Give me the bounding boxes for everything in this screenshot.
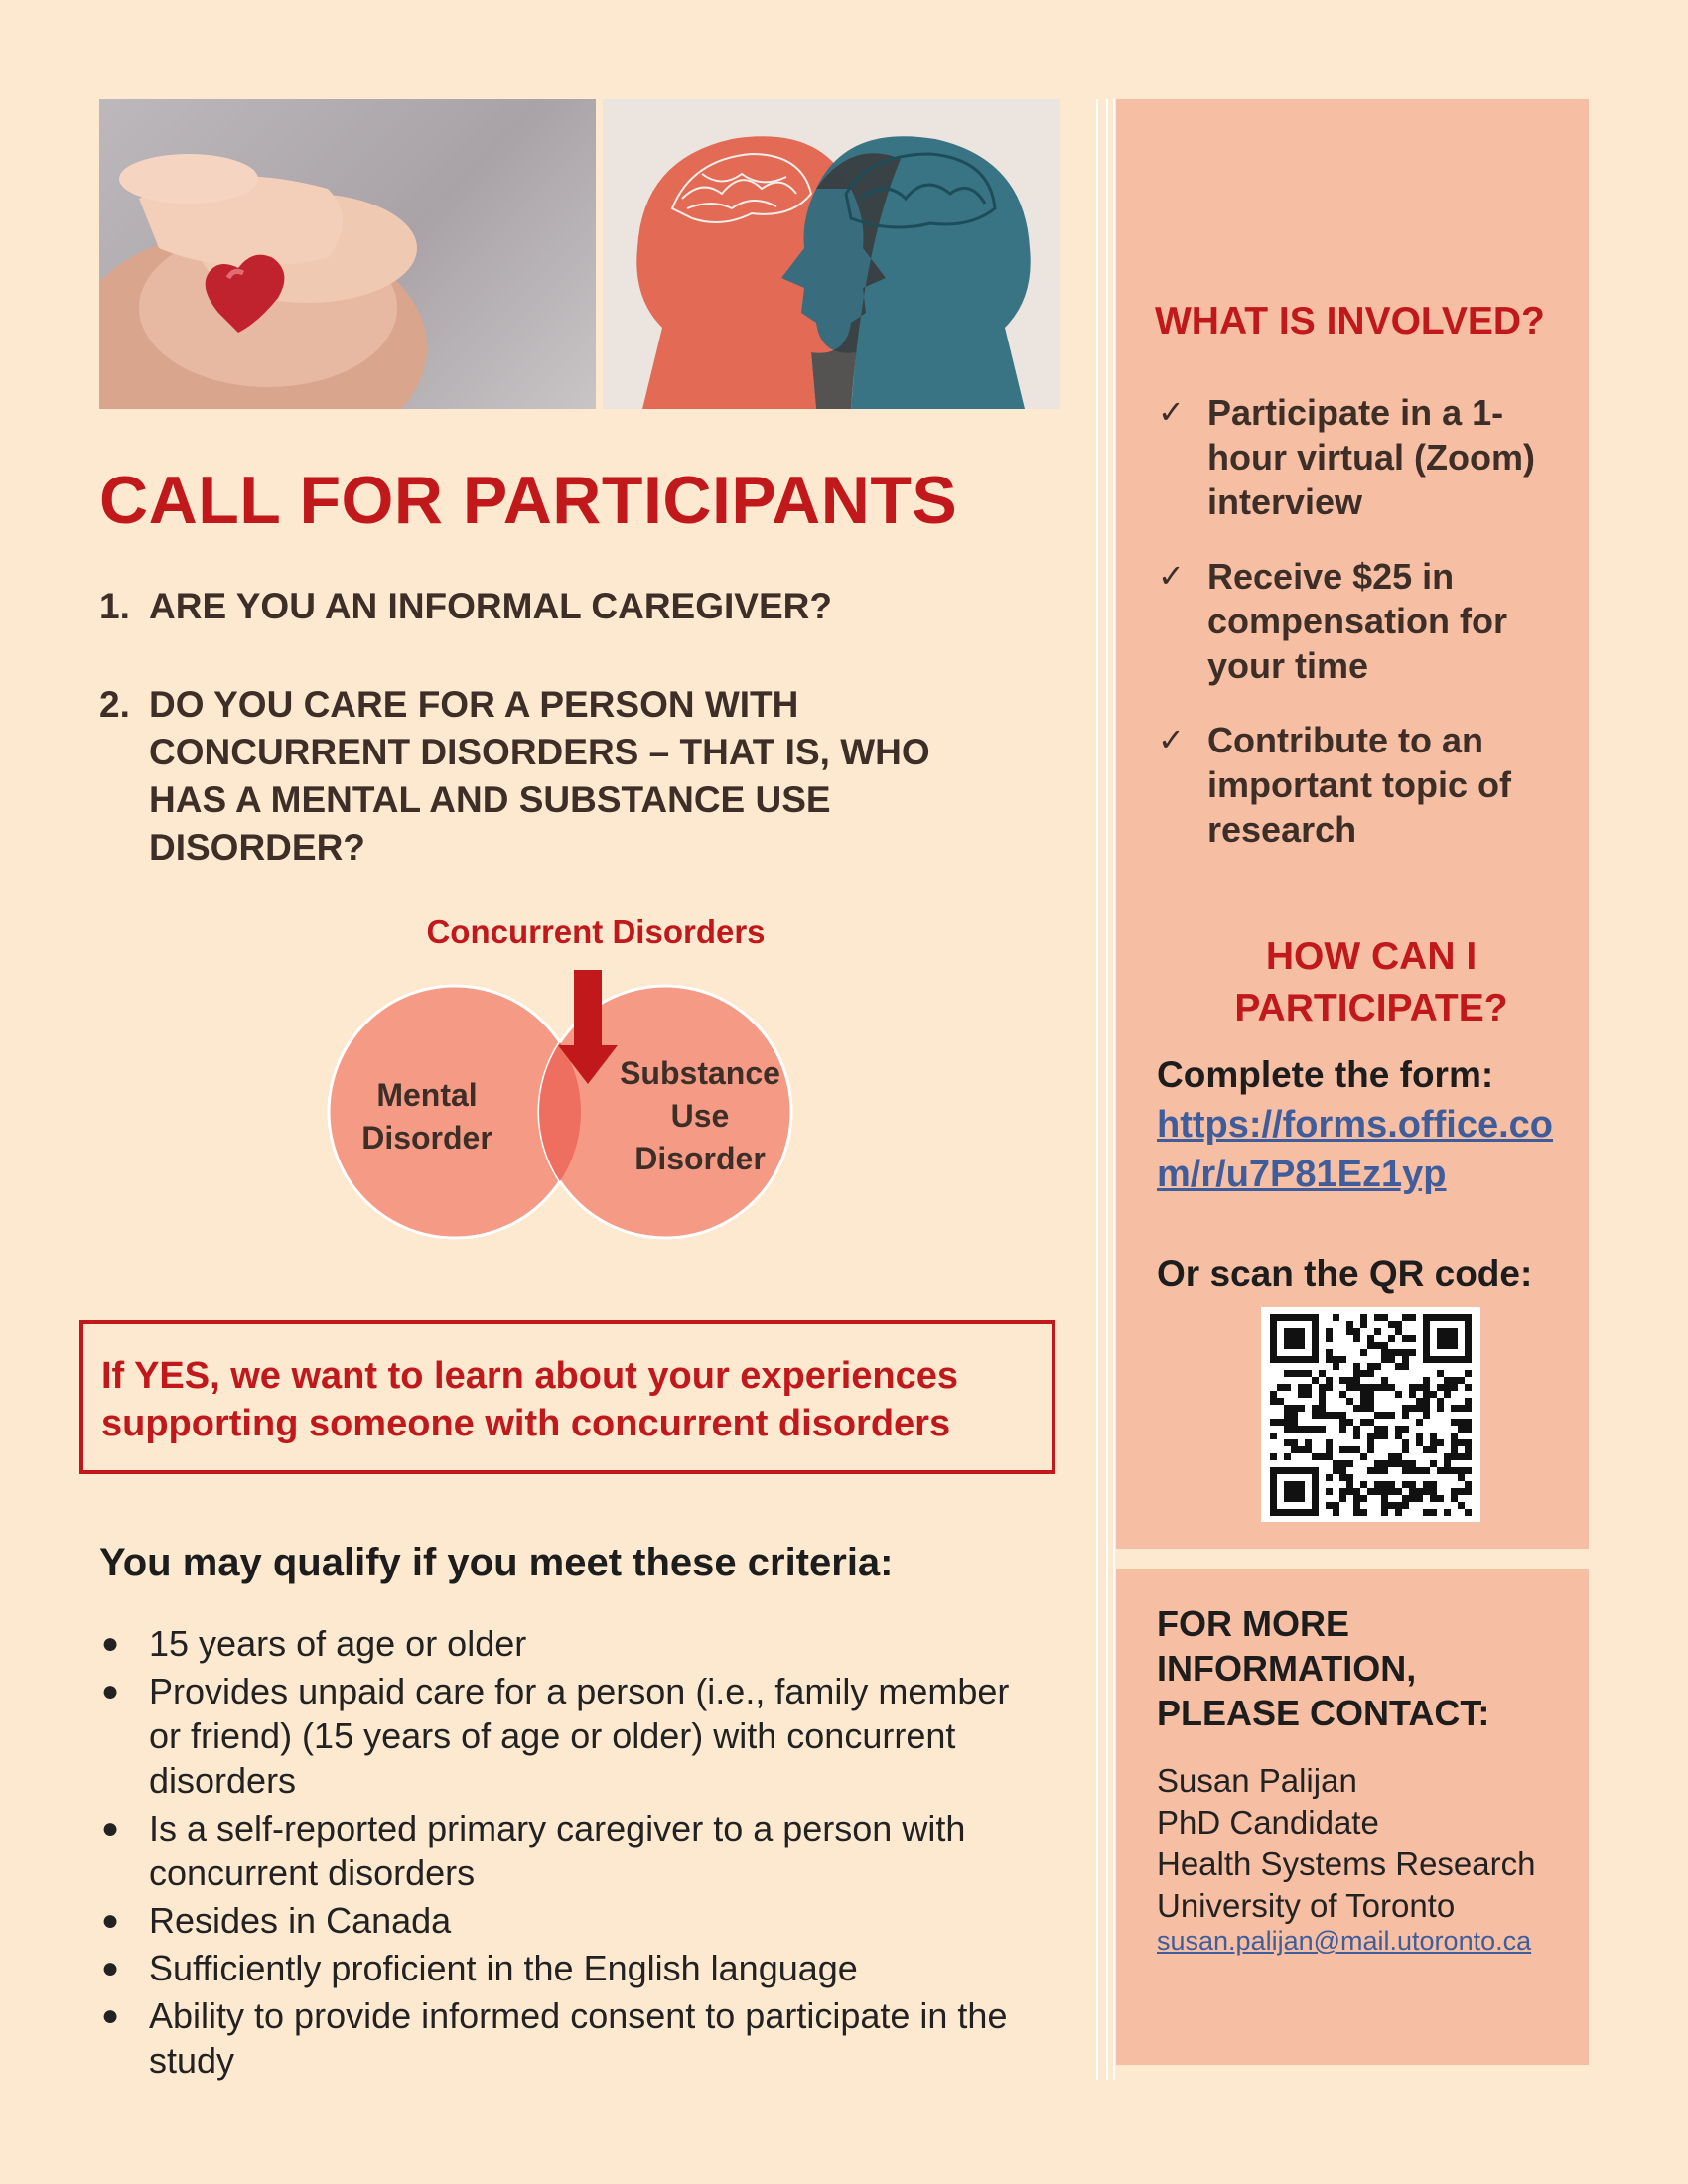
checkmark-icon: ✓ xyxy=(1158,722,1185,757)
contact-title: PhD Candidate xyxy=(1157,1804,1379,1841)
contact-org: University of Toronto xyxy=(1157,1887,1456,1924)
divider-line xyxy=(1113,99,1115,2080)
form-label: Complete the form: xyxy=(1157,1054,1494,1095)
what-involved-heading: WHAT IS INVOLVED? xyxy=(1155,300,1545,342)
list-item: ● Provides unpaid care for a person (i.e., family member or friend) (15 years of age or older) with concurrent disorders xyxy=(101,1671,1010,1801)
bullet-icon: ● xyxy=(101,1999,120,2032)
hands-heart-illustration xyxy=(99,99,596,409)
form-link[interactable]: https://forms.office.co m/r/u7P81Ez1yp xyxy=(1157,1104,1554,1195)
divider-line xyxy=(1106,99,1108,2080)
list-item: ● Resides in Canada xyxy=(101,1900,452,1941)
bullet-icon: ● xyxy=(101,1904,120,1937)
bullet-icon: ● xyxy=(101,1675,120,1707)
venn-diagram xyxy=(298,913,894,1271)
qr-code-graphic xyxy=(1261,1307,1480,1522)
contact-name: Susan Palijan xyxy=(1157,1762,1357,1799)
hands-heart-image xyxy=(99,99,596,409)
contact-dept: Health Systems Research xyxy=(1157,1845,1536,1882)
checkmark-icon: ✓ xyxy=(1158,558,1185,594)
mental-disorder-label: Mental Disorder xyxy=(361,1077,492,1156)
question-1: 1. ARE YOU AN INFORMAL CAREGIVER? xyxy=(99,586,832,626)
checkmark-icon: ✓ xyxy=(1158,394,1185,430)
list-item: ✓ Receive $25 in compensation for your time xyxy=(1158,556,1508,686)
how-participate-heading: HOW CAN I PARTICIPATE? xyxy=(1234,935,1508,1029)
list-item: ✓ Contribute to an important topic of research xyxy=(1158,720,1511,850)
qr-code[interactable] xyxy=(1261,1307,1480,1522)
contact-email-link[interactable]: susan.palijan@mail.utoronto.ca xyxy=(1157,1926,1532,1956)
two-heads-image xyxy=(603,99,1060,409)
diagram-title: Concurrent Disorders xyxy=(426,913,766,950)
arrow-down-icon xyxy=(574,970,602,1051)
heads-silhouette-illustration xyxy=(603,99,1060,409)
criteria-list xyxy=(99,1621,1102,2086)
list-item: ● 15 years of age or older xyxy=(101,1623,527,1664)
callout-text: If YES, we want to learn about your experiences supporting someone with concurrent disorders xyxy=(101,1355,958,1444)
list-item: ● Sufficiently proficient in the English language xyxy=(101,1948,858,1988)
contact-details xyxy=(1157,1760,1535,1927)
list-item: ✓ Participate in a 1- hour virtual (Zoom) interview xyxy=(1158,392,1535,522)
criteria-heading: You may qualify if you meet these criteria: xyxy=(99,1541,894,1584)
substance-use-label: Substance Use Disorder xyxy=(620,1055,780,1176)
bullet-icon: ● xyxy=(101,1952,120,1984)
page-title: CALL FOR PARTICIPANTS xyxy=(99,463,958,538)
list-item: ● Is a self-reported primary caregiver to a person with concurrent disorders xyxy=(101,1808,966,1893)
question-2: 2. DO YOU CARE FOR A PERSON WITH CONCURRENT DISORDERS – THAT IS, WHO HAS A MENTAL AND SUBSTANCE USE DISORDER? xyxy=(99,684,930,868)
contact-heading: FOR MORE INFORMATION, PLEASE CONTACT: xyxy=(1157,1603,1490,1733)
list-item: ● Ability to provide informed consent to participate in the study xyxy=(101,1995,1008,2081)
qr-label: Or scan the QR code: xyxy=(1157,1253,1533,1294)
involved-list xyxy=(1158,390,1575,882)
callout-box xyxy=(79,1320,1055,1474)
bullet-icon: ● xyxy=(101,1812,120,1844)
bullet-icon: ● xyxy=(101,1627,120,1660)
